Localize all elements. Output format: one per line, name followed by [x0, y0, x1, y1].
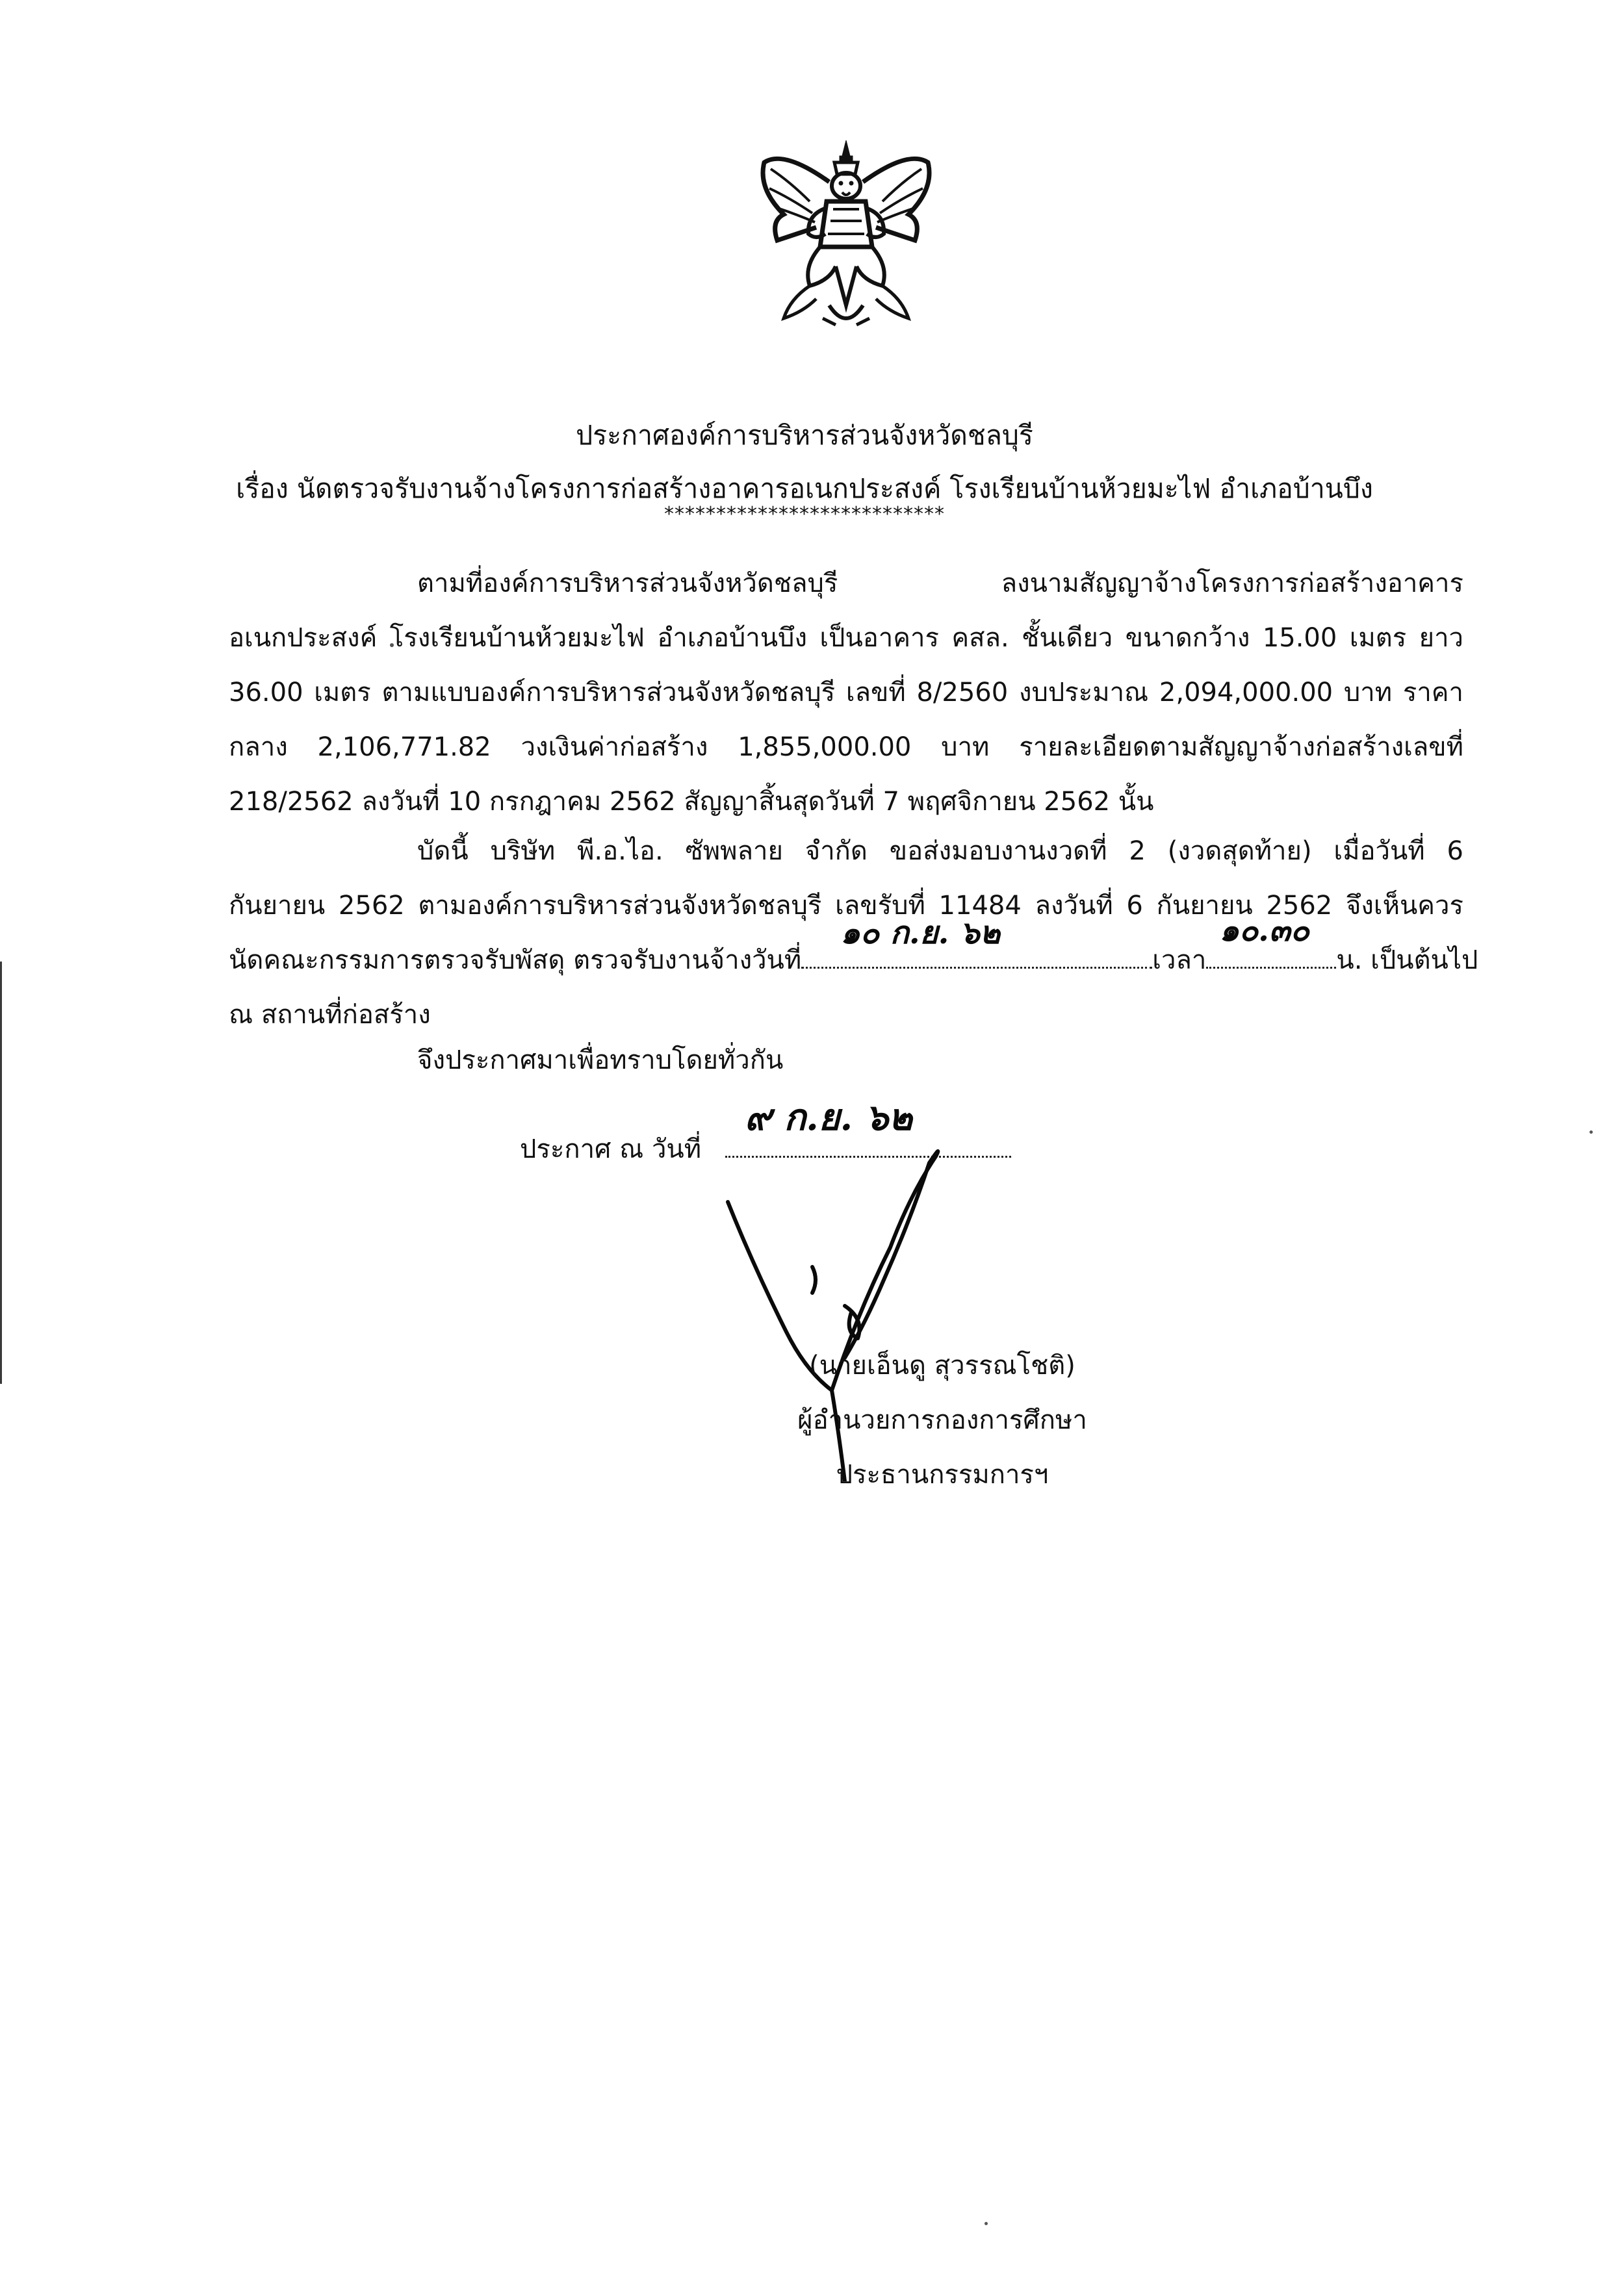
paragraph-line: บัดนี้ บริษัท พี.อ.ไอ. ซัพพลาย จำกัด ขอส่งมอบงานงวดที่ 2 (งวดสุดท้าย) เมื่อวันที่ 6 [417, 836, 1463, 866]
handwritten-date: ๑๐ ก.ย. ๖๒ [840, 915, 1001, 951]
paragraph-line: 36.00 เมตร ตามแบบองค์การบริหารส่วนจังหวัดชลบุรี เลขที่ 8/2560 งบประมาณ 2,094,000.00 บาท ราคา [229, 678, 1463, 708]
closing-text: จึงประกาศมาเพื่อทราบโดยทั่วกัน [417, 1045, 784, 1075]
document-title: ประกาศองค์การบริหารส่วนจังหวัดชลบุรี [576, 420, 1033, 451]
signatory-position: ผู้อำนวยการกองการศึกษา [797, 1405, 1087, 1435]
time-fill-line [1206, 912, 1336, 969]
announce-label: ประกาศ ณ วันที่ [520, 1134, 702, 1164]
paragraph-delivery [229, 824, 1478, 1042]
location-line: ณ สถานที่ก่อสร้าง [229, 1000, 431, 1030]
handwritten-announce-date: ๙ ก.ย. ๖๒ [744, 1096, 913, 1139]
inspection-line [229, 912, 1478, 988]
paragraph-line: กันยายน 2562 ตามองค์การบริหารส่วนจังหวัดชลบุรี เลขรับที่ 11484 ลงวันที่ 6 กันยายน 2562 จึงเห็นควร [229, 891, 1463, 921]
garuda-emblem-icon [745, 136, 947, 339]
signatory-role: ประธานกรรมการฯ [836, 1460, 1049, 1490]
paragraph-line: ตามที่องค์การบริหารส่วนจังหวัดชลบุรี ลงนามสัญญาจ้างโครงการก่อสร้างอาคาร [417, 568, 1463, 598]
paragraph-line: อเนกประสงค์ โรงเรียนบ้านห้วยมะไฟ อำเภอบ้านบึง เป็นอาคาร คสล. ชั้นเดียว ขนาดกว้าง 15.00 เมตร ยาว [229, 623, 1463, 653]
scan-speck [985, 2222, 988, 2225]
date-fill-line [801, 915, 1152, 969]
document-subject: เรื่อง นัดตรวจรับงานจ้างโครงการก่อสร้างอาคารอเนกประสงค์ โรงเรียนบ้านห้วยมะไฟ อำเภอบ้านบึง [236, 473, 1373, 504]
handwritten-time: ๑๐.๓๐ [1219, 912, 1309, 949]
scan-speck [1590, 1130, 1593, 1134]
inspection-prefix: นัดคณะกรรมการตรวจรับพัสดุ ตรวจรับงานจ้างวันที่ [229, 945, 802, 975]
paragraph-line: 218/2562 ลงวันที่ 10 กรกฎาคม 2562 สัญญาสิ้นสุดวันที่ 7 พฤศจิกายน 2562 นั้น [229, 787, 1154, 817]
signatory-block [715, 1338, 1170, 1502]
separator: *************************** [664, 503, 945, 526]
time-label: เวลา [1152, 945, 1207, 975]
scan-edge-line [0, 962, 2, 1384]
inspection-suffix: น. เป็นต้นไป [1336, 945, 1478, 975]
signatory-name: (นายเอ็นดู สุวรรณโชติ) [809, 1351, 1075, 1381]
paragraph-line: กลาง 2,106,771.82 วงเงินค่าก่อสร้าง 1,855,000.00 บาท รายละเอียดตามสัญญาจ้างก่อสร้างเลขที่ [229, 732, 1463, 762]
paragraph-contract [229, 556, 1463, 829]
